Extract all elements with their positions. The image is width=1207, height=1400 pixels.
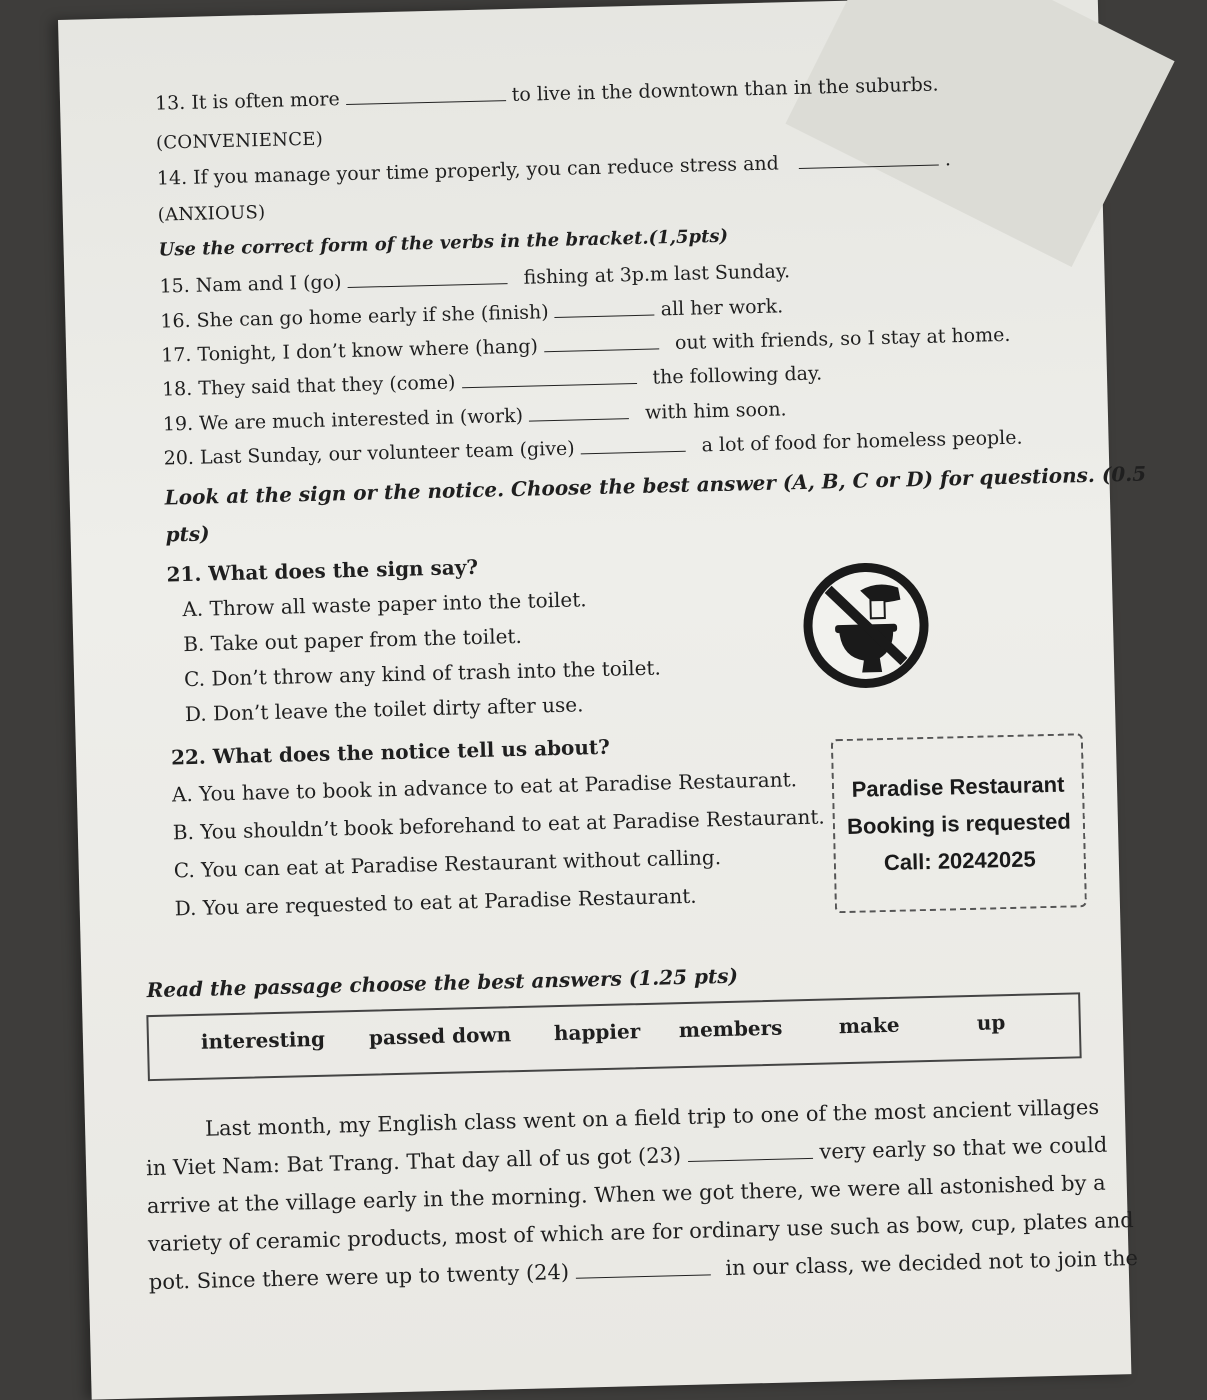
word-option: passed down	[368, 1022, 512, 1050]
option-22-c[interactable]: C. You can eat at Paradise Restaurant without calling.	[173, 845, 722, 883]
notice-line-2: Booking is requested	[846, 808, 1072, 839]
option-21-c[interactable]: C. Don’t throw any kind of trash into the toilet.	[183, 655, 662, 692]
no-paper-in-toilet-icon	[799, 559, 932, 692]
word-option: members	[678, 1015, 783, 1043]
answer-blank[interactable]	[799, 164, 939, 169]
answer-blank[interactable]	[462, 382, 637, 388]
answer-blank[interactable]	[346, 99, 506, 105]
option-22-a[interactable]: A. You have to book in advance to eat at Paradise Restaurant.	[171, 767, 798, 807]
option-21-a[interactable]: A. Throw all waste paper into the toilet.	[182, 587, 587, 622]
option-21-b[interactable]: B. Take out paper from the toilet.	[182, 623, 523, 657]
answer-blank[interactable]	[529, 417, 629, 421]
question-15: 15. Nam and I (go) fishing at 3p.m last Sunday.	[159, 260, 791, 298]
option-22-b[interactable]: B. You shouldn’t book beforehand to eat at Paradise Restaurant.	[172, 804, 826, 845]
answer-blank[interactable]	[348, 282, 508, 288]
option-21-d[interactable]: D. Don’t leave the toilet dirty after use.	[184, 692, 584, 727]
question-14: 14. If you manage your time properly, you can reduce stress and .	[156, 148, 952, 190]
answer-blank-24[interactable]	[576, 1273, 711, 1278]
word-option: make	[838, 1012, 900, 1039]
question-19: 19. We are much interested in (work) with him soon.	[162, 398, 787, 436]
verbs-instruction: Use the correct form of the verbs in the bracket.(1,5pts)	[158, 225, 729, 261]
answer-blank[interactable]	[544, 347, 659, 352]
cue-13: (CONVENIENCE)	[155, 128, 324, 154]
question-21: 21. What does the sign say?	[166, 554, 479, 587]
restaurant-notice	[831, 733, 1087, 913]
worksheet-page	[58, 0, 1147, 1400]
question-22: 22. What does the notice tell us about?	[170, 734, 611, 770]
option-22-d[interactable]: D. You are requested to eat at Paradise Restaurant.	[174, 883, 697, 921]
passage-line-1: Last month, my English class went on a field trip to one of the most ancient villages	[204, 1094, 1100, 1141]
question-20: 20. Last Sunday, our volunteer team (give) a lot of food for homeless people.	[163, 426, 1023, 470]
passage-line-2: in Viet Nam: Bat Trang. That day all of us got (23) very early so that we could	[145, 1132, 1108, 1181]
question-13: 13. It is often more to live in the downtown than in the suburbs.	[154, 73, 939, 115]
passage-line-4: variety of ceramic products, most of which are for ordinary use such as bow, cup, plates and	[147, 1208, 1134, 1257]
corner-sheet	[785, 0, 1174, 267]
answer-blank[interactable]	[581, 450, 686, 455]
signs-instruction-line1: Look at the sign or the notice. Choose the best answer (A, B, C or D) for questions. (0.5	[164, 461, 1147, 510]
signs-instruction-line2: pts)	[165, 521, 210, 547]
word-option: happier	[553, 1019, 641, 1046]
word-option: interesting	[200, 1026, 326, 1054]
passage-line-3: arrive at the village early in the morning. When we got there, we were all astonished by a	[146, 1170, 1106, 1219]
passage-line-5: pot. Since there were up to twenty (24) in our class, we decided not to join the	[148, 1245, 1139, 1295]
question-16: 16. She can go home early if she (finish) all her work.	[160, 295, 784, 333]
answer-blank[interactable]	[555, 314, 655, 318]
word-box	[146, 992, 1081, 1081]
notice-line-1: Paradise Restaurant	[851, 771, 1065, 802]
cue-14: (ANXIOUS)	[157, 201, 266, 226]
word-option: up	[976, 1010, 1006, 1035]
reading-instruction: Read the passage choose the best answers (1.25 pts)	[146, 963, 739, 1003]
notice-line-3: Call: 20242025	[883, 846, 1036, 876]
question-18: 18. They said that they (come) the following day.	[161, 362, 823, 401]
answer-blank-23[interactable]	[688, 1157, 813, 1162]
question-17: 17. Tonight, I don’t know where (hang) out with friends, so I stay at home.	[160, 323, 1011, 367]
